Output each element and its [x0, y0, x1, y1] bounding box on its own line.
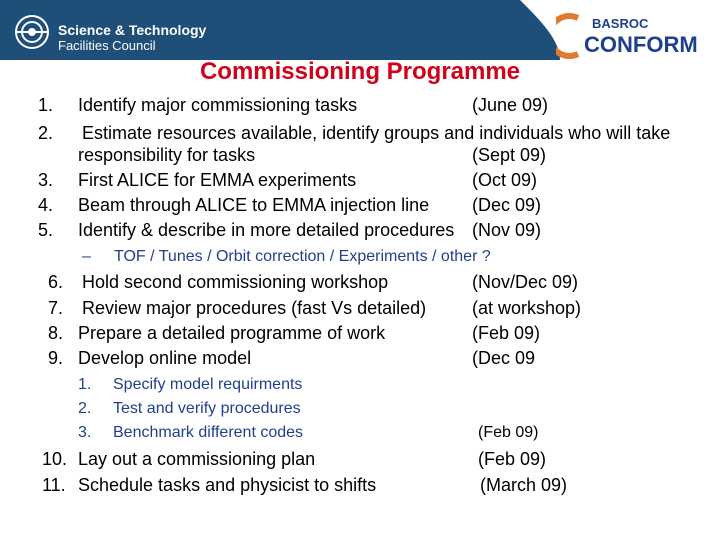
item-text: Prepare a detailed programme of work — [78, 323, 386, 343]
item-date: (June 09) — [472, 95, 549, 115]
item-number: 10. — [42, 449, 68, 469]
logo-basroc-text: BASROC — [592, 16, 649, 31]
item-number: 9. — [48, 348, 64, 368]
item-number: 5. — [38, 220, 54, 240]
basroc-conform-logo — [556, 10, 716, 60]
item-text: Identify major commissioning tasks — [78, 95, 358, 115]
item-date: (March 09) — [480, 475, 568, 495]
item-date: (Feb 09) — [478, 449, 547, 469]
org-name — [58, 22, 206, 54]
item-number: 7. — [48, 298, 64, 318]
item-number: 3. — [38, 170, 54, 190]
sub-number: 3. — [78, 424, 92, 441]
item-number: 8. — [48, 323, 64, 343]
sub-text: Specify model requirments — [113, 376, 303, 393]
item-number: 6. — [48, 272, 64, 292]
item-text: Hold second commissioning workshop — [82, 272, 389, 292]
item-number: 11. — [42, 475, 66, 495]
item-text: Estimate resources available, identify groups and individuals who will take — [82, 123, 671, 143]
item-text: responsibility for tasks — [78, 145, 256, 165]
item-text: Lay out a commissioning plan — [78, 449, 316, 469]
item-text: Beam through ALICE to EMMA injection line — [78, 195, 430, 215]
item-text: Review major procedures (fast Vs detailed) — [82, 298, 427, 318]
item-date: (at workshop) — [472, 298, 582, 318]
sub-dash: – — [82, 248, 91, 265]
sub-text: Test and verify procedures — [113, 400, 301, 417]
item-number: 1. — [38, 95, 54, 115]
org-line2: Facilities Council — [58, 38, 156, 53]
sub-number: 2. — [78, 400, 92, 417]
item-number: 2. — [38, 123, 54, 143]
item-text: Schedule tasks and physicist to shifts — [78, 475, 377, 495]
item-date: (Oct 09) — [472, 170, 538, 190]
item-text: Develop online model — [78, 348, 252, 368]
logo-conform-text: CONFORM — [584, 32, 698, 57]
sub-number: 1. — [78, 376, 92, 393]
item-date: (Nov 09) — [472, 220, 542, 240]
item-date: (Dec 09 — [472, 348, 536, 368]
page-title: Commissioning Programme — [199, 58, 521, 85]
item-date: (Dec 09) — [472, 195, 542, 215]
stfc-logo-icon — [14, 14, 50, 50]
item-text: First ALICE for EMMA experiments — [78, 170, 357, 190]
item-date: (Sept 09) — [472, 145, 547, 165]
sub-date: (Feb 09) — [478, 424, 539, 441]
item-date: (Nov/Dec 09) — [472, 272, 579, 292]
item-text: Identify & describe in more detailed procedures — [78, 220, 455, 240]
item-date: (Feb 09) — [472, 323, 541, 343]
sub-text: Benchmark different codes — [113, 424, 304, 441]
sub-text: TOF / Tunes / Orbit correction / Experiments / other ? — [114, 248, 491, 265]
item-number: 4. — [38, 195, 54, 215]
org-line1: Science & Technology — [58, 22, 207, 38]
